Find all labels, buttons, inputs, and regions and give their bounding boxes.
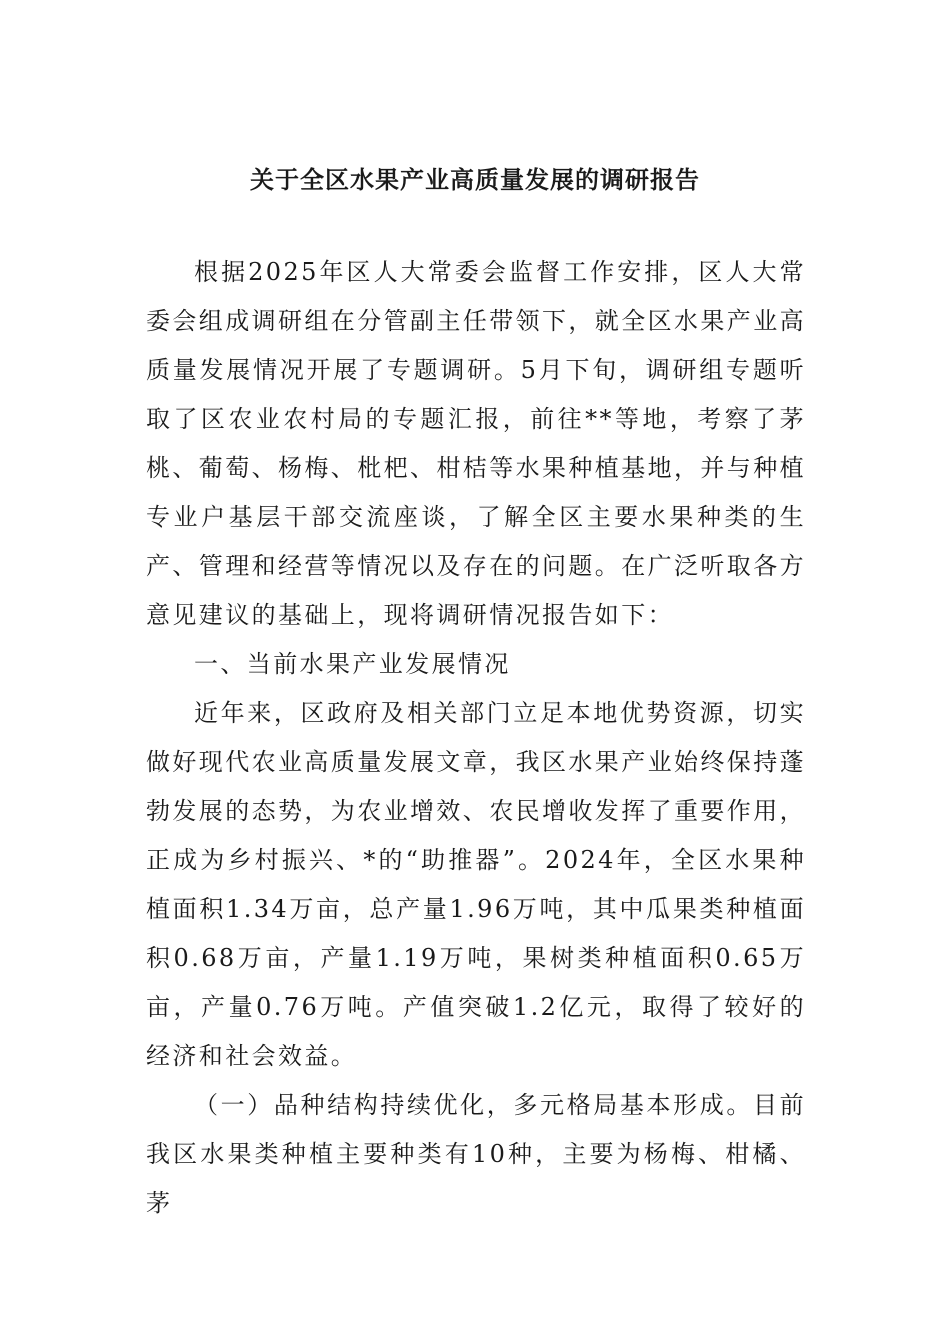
section-heading-1: 一、当前水果产业发展情况 xyxy=(194,650,511,678)
paragraph-subsection-1: （一）品种结构持续优化，多元格局基本形成。目前我区水果类种植主要种类有10种，主要为杨梅、柑橘、茅 xyxy=(146,1091,806,1217)
document-title: 关于全区水果产业高质量发展的调研报告 xyxy=(250,165,700,194)
document-body xyxy=(146,248,806,1228)
paragraph-intro: 根据2025年区人大常委会监督工作安排，区人大常委会组成调研组在分管副主任带领下，就全区水果产业高质量发展情况开展了专题调研。5月下旬，调研组专题听取了区农业农村局的专题汇报，前往**等地，考察了茅桃、葡萄、杨梅、枇杷、柑桔等水果种植基地，并与种植专业户基层干部交流座谈，了解全区主要水果种类的生产、管理和经营等情况以及存在的问题。在广泛听取各方意见建议的基础上，现将调研情况报告如下： xyxy=(146,258,806,629)
paragraph-overview: 近年来，区政府及相关部门立足本地优势资源，切实做好现代农业高质量发展文章，我区水果产业始终保持蓬勃发展的态势，为农业增效、农民增收发挥了重要作用，正成为乡村振兴、*的“助推器”。2024年，全区水果种植面积1.34万亩，总产量1.96万吨，其中瓜果类种植面积0.68万亩，产量1.19万吨，果树类种植面积0.65万亩，产量0.76万吨。产值突破1.2亿元，取得了较好的经济和社会效益。 xyxy=(146,699,806,1070)
